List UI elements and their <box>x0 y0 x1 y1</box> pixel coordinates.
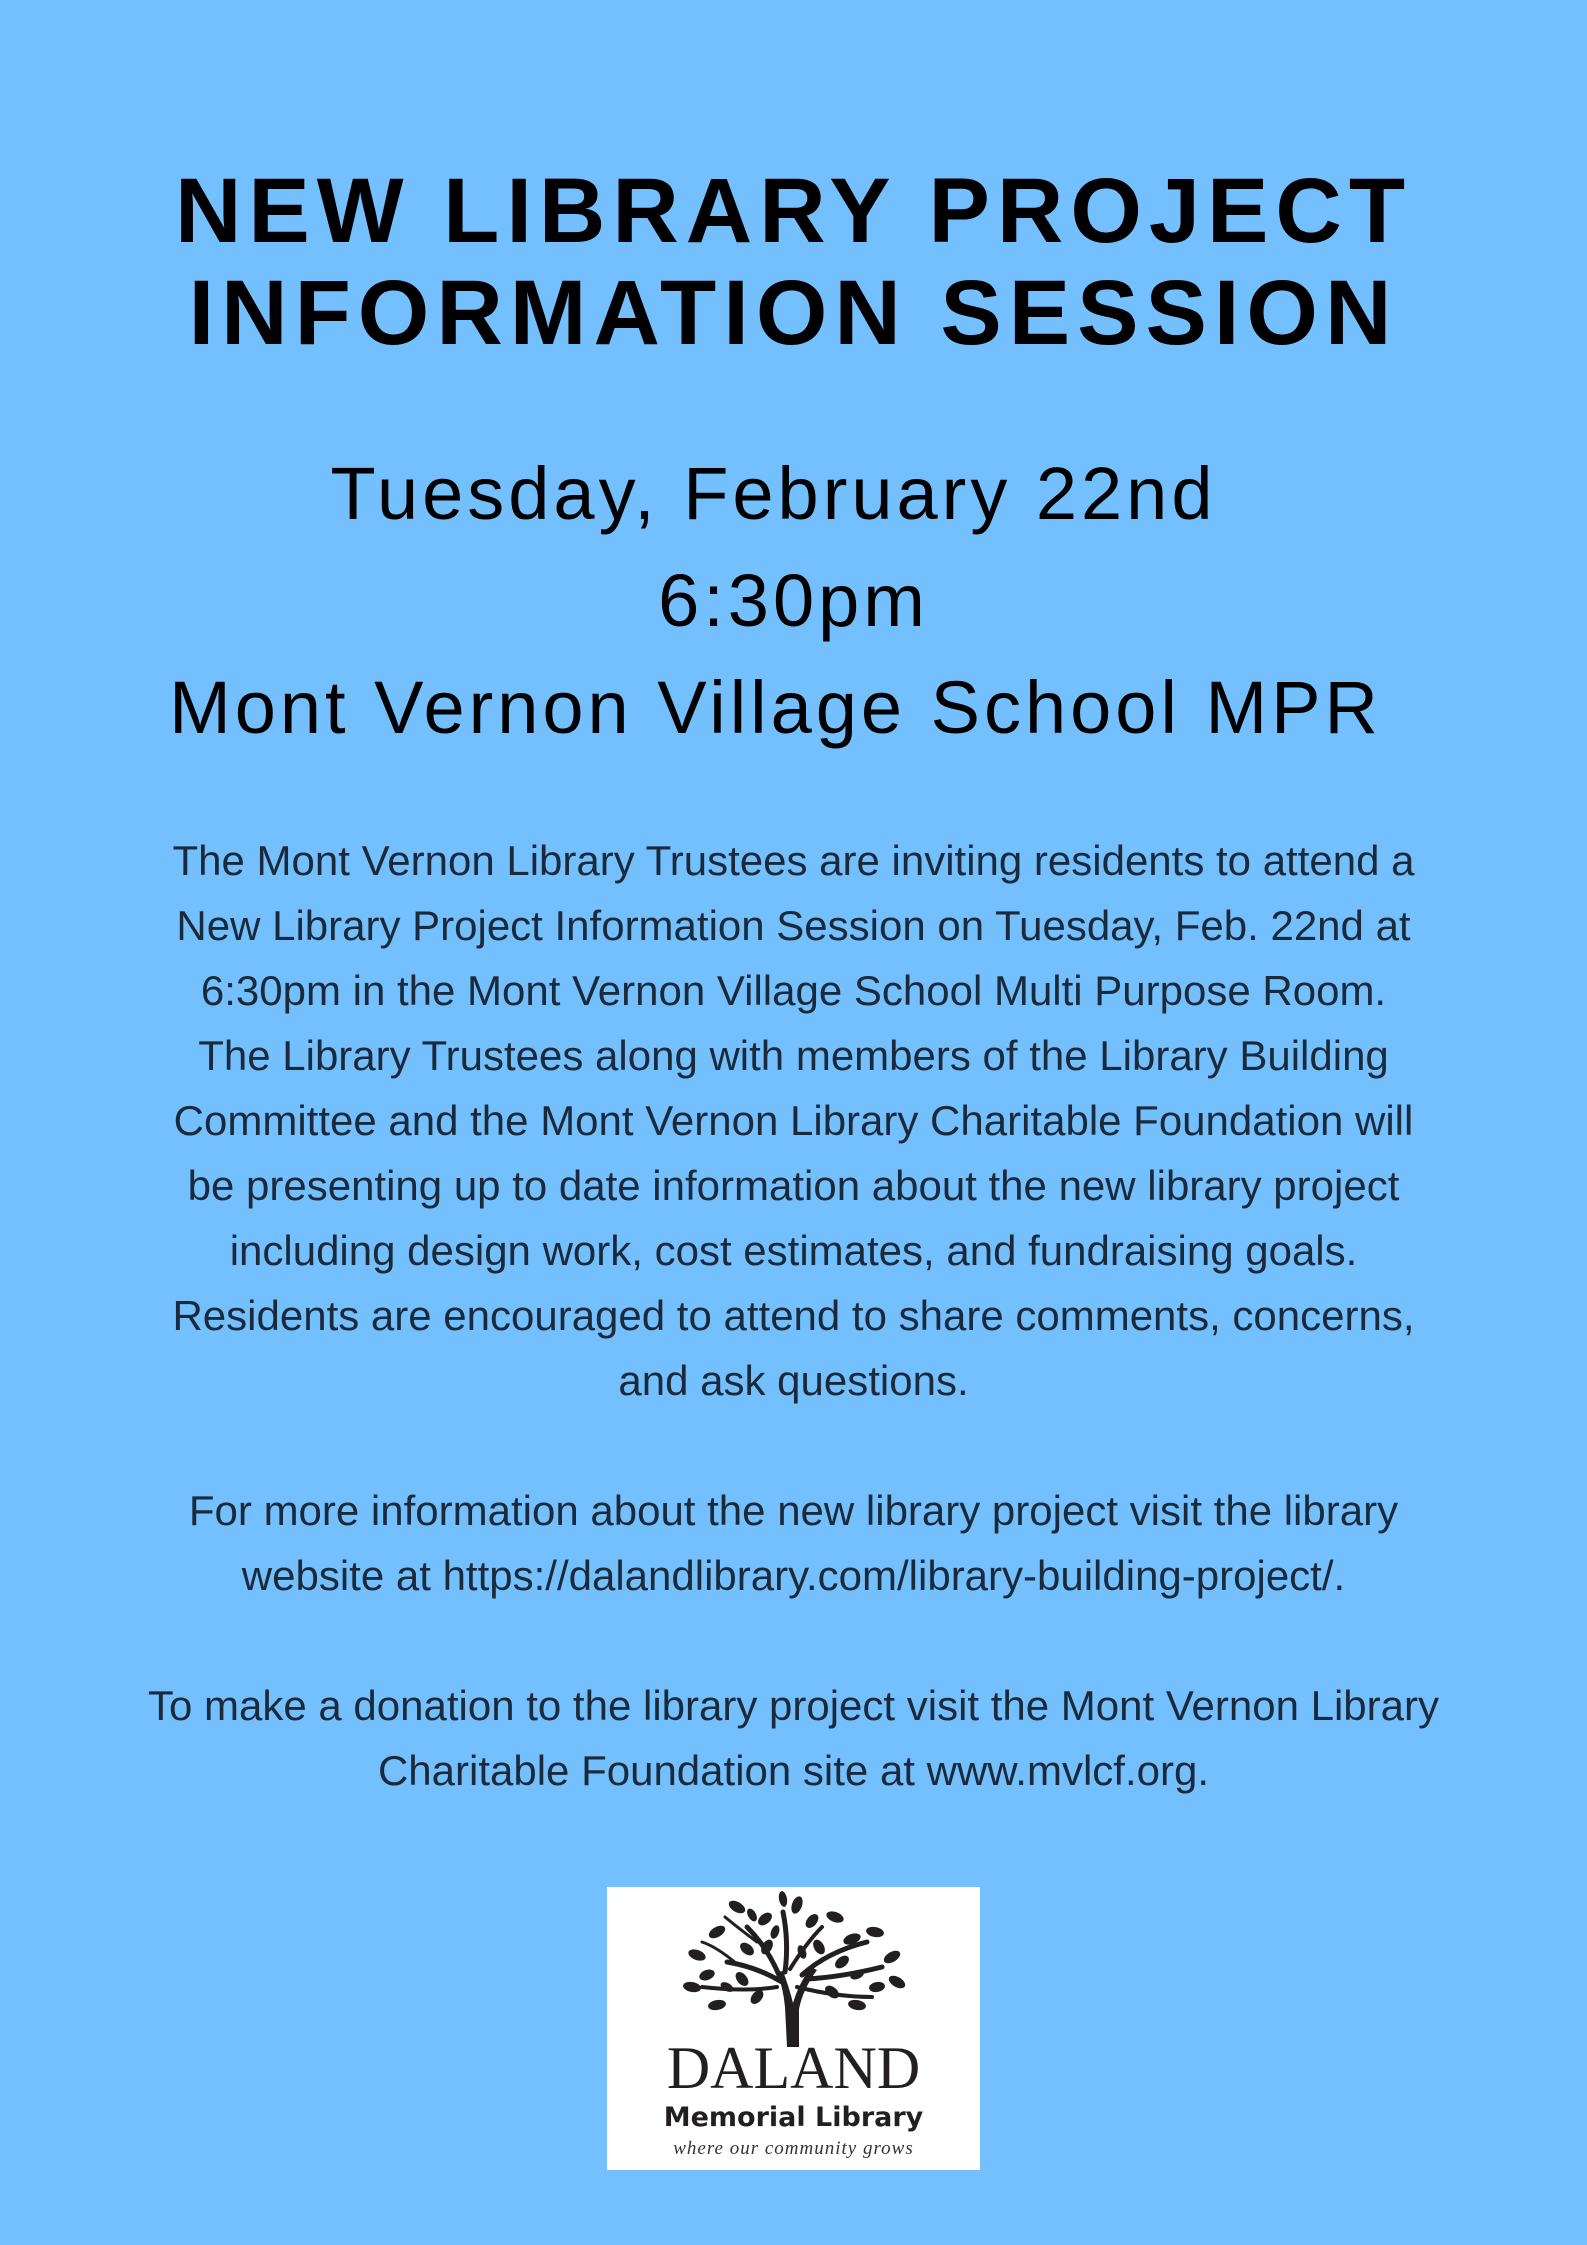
title-line-1: NEW LIBRARY PROJECT <box>174 160 1413 262</box>
more-info-paragraph <box>40 1478 1547 1608</box>
description-line: and ask questions. <box>618 1357 969 1404</box>
event-venue: Mont Vernon Village School MPR <box>169 666 1382 749</box>
description-line: Residents are encouraged to attend to share comments, concerns, <box>172 1292 1415 1339</box>
description-line: including design work, cost estimates, and fundraising goals. <box>229 1227 1358 1274</box>
event-date: Tuesday, February 22nd <box>330 452 1217 535</box>
more-info-line: website at https://dalandlibrary.com/library-building-project/. <box>241 1552 1346 1599</box>
description-line: The Library Trustees along with members of the Library Building <box>198 1032 1389 1079</box>
description-line: New Library Project Information Session on Tuesday, Feb. 22nd at <box>176 902 1411 949</box>
flyer-title <box>0 160 1587 364</box>
description-line: Committee and the Mont Vernon Library Charitable Foundation will <box>173 1097 1414 1144</box>
logo-name: DALAND <box>666 2035 921 2101</box>
title-line-2: INFORMATION SESSION <box>188 262 1399 364</box>
donation-paragraph <box>40 1673 1547 1803</box>
tree-icon <box>607 1887 980 2047</box>
description-paragraph <box>40 828 1547 1413</box>
logo-subtitle: Memorial Library <box>663 2102 924 2133</box>
logo-tagline: where our community grows <box>673 2138 914 2159</box>
description-line: be presenting up to date information about the new library project <box>187 1162 1400 1209</box>
description-line: 6:30pm in the Mont Vernon Village School Multi Purpose Room. <box>200 967 1387 1014</box>
donation-line: Charitable Foundation site at www.mvlcf.org. <box>377 1747 1210 1794</box>
description-line: The Mont Vernon Library Trustees are inviting residents to attend a <box>172 837 1415 884</box>
daland-library-logo <box>607 1887 980 2170</box>
more-info-line: For more information about the new library project visit the library <box>188 1487 1399 1534</box>
event-details <box>0 440 1587 761</box>
event-time: 6:30pm <box>658 559 929 642</box>
donation-line: To make a donation to the library project visit the Mont Vernon Library <box>147 1682 1439 1729</box>
